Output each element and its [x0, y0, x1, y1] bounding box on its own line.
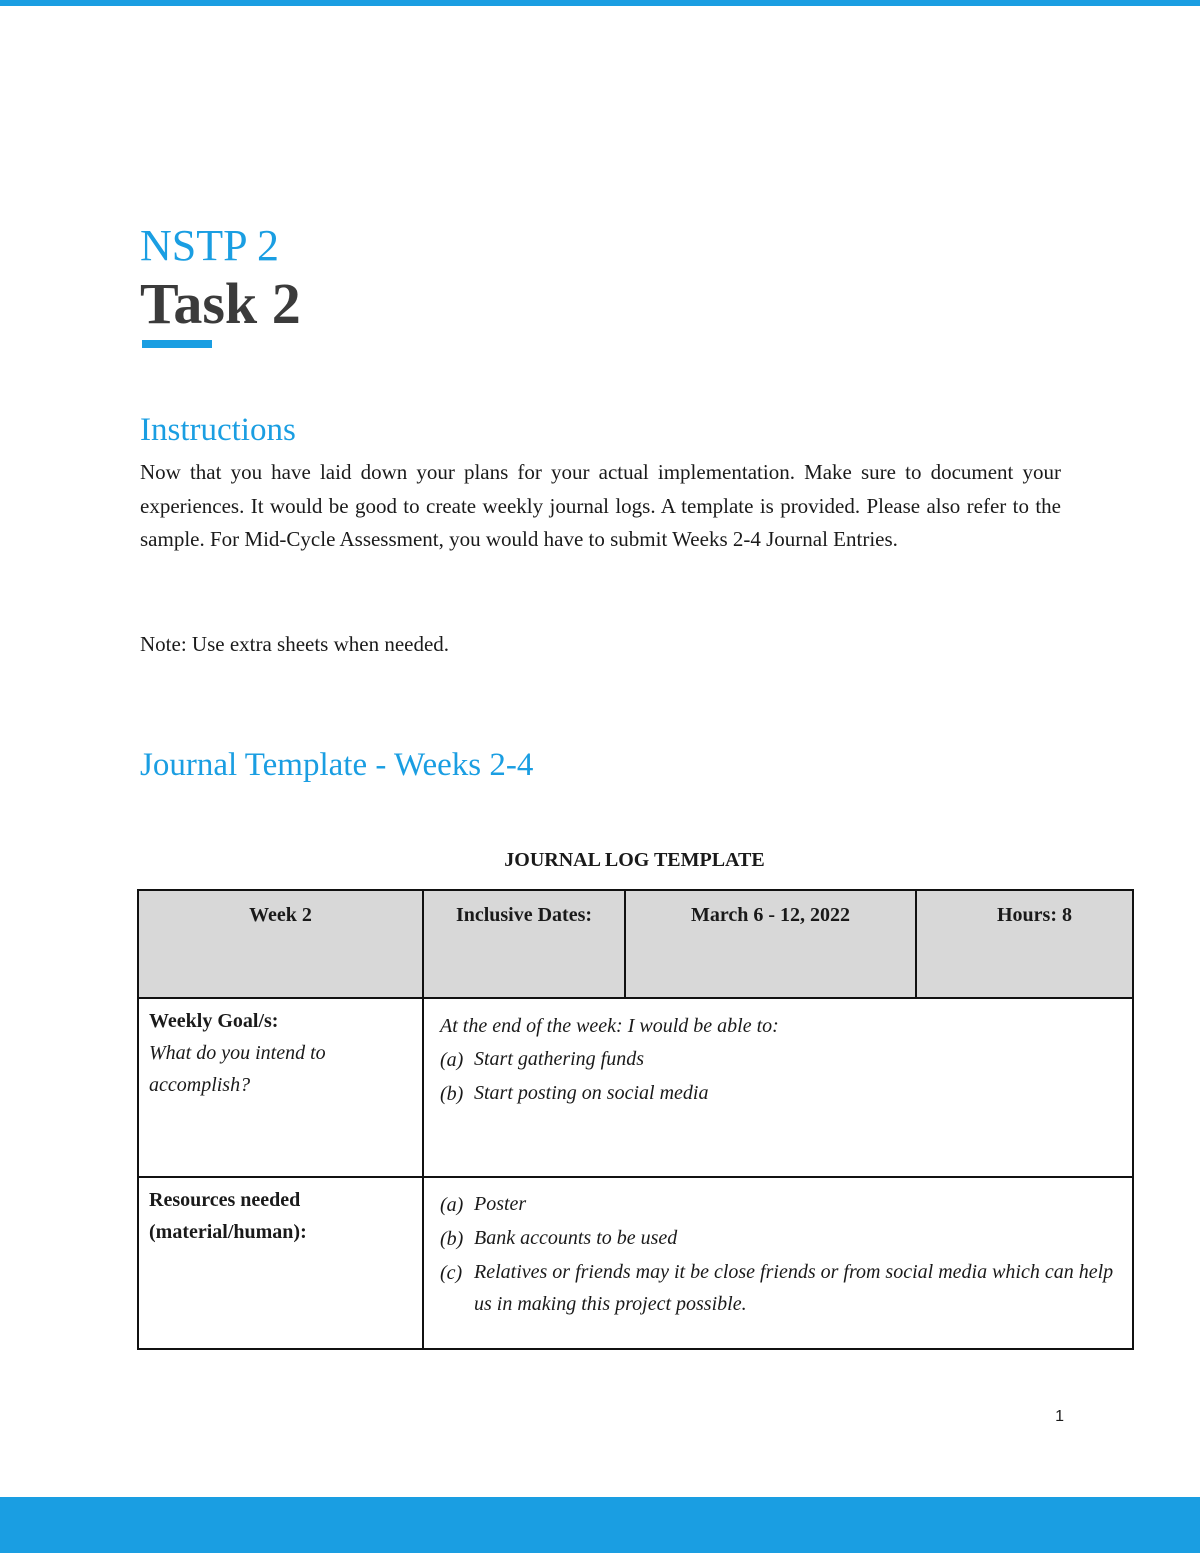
list-marker: (a)	[440, 1194, 464, 1216]
weekly-goal-row	[138, 998, 1133, 1177]
weekly-goal-content	[423, 998, 1133, 1177]
list-marker: (b)	[440, 1083, 464, 1105]
weekly-goal-list	[440, 1043, 1116, 1111]
journal-heading: Journal Template - Weeks 2-4	[140, 747, 534, 783]
list-item-text: Relatives or friends may it be close friends or from social media which can help us in making this project possible.	[474, 1261, 1114, 1315]
list-marker: (c)	[440, 1262, 463, 1284]
week-cell: Week 2	[138, 890, 423, 998]
list-item	[440, 1256, 1116, 1320]
resources-content	[423, 1177, 1133, 1349]
journal-table-title: JOURNAL LOG TEMPLATE	[504, 849, 765, 871]
weekly-goal-prompt: What do you intend to accomplish?	[149, 1042, 326, 1096]
weekly-goal-label: Weekly Goal/s:	[149, 1010, 279, 1032]
resources-row	[138, 1177, 1133, 1349]
list-marker: (b)	[440, 1228, 464, 1250]
resources-list	[440, 1188, 1116, 1320]
list-item-text: Poster	[474, 1193, 527, 1215]
list-item-text: Bank accounts to be used	[474, 1227, 678, 1249]
task-title: Task 2	[140, 271, 301, 336]
list-item-text: Start posting on social media	[474, 1082, 709, 1104]
journal-log-table	[137, 889, 1134, 1350]
page-number: 1	[1055, 1408, 1064, 1425]
instructions-heading: Instructions	[140, 412, 296, 448]
list-item	[440, 1077, 1116, 1111]
list-item-text: Start gathering funds	[474, 1048, 645, 1070]
inclusive-dates-value: March 6 - 12, 2022	[625, 890, 916, 998]
title-underline-bar	[142, 340, 212, 348]
weekly-goal-intro: At the end of the week: I would be able to:	[440, 1015, 779, 1037]
instructions-note: Note: Use extra sheets when needed.	[140, 632, 450, 656]
inclusive-dates-label: Inclusive Dates:	[423, 890, 625, 998]
list-item	[440, 1043, 1116, 1077]
hours-cell: Hours: 8	[916, 890, 1133, 998]
top-accent-rule	[0, 0, 1200, 6]
bottom-accent-band	[0, 1497, 1200, 1553]
list-item	[440, 1188, 1116, 1222]
instructions-body: Now that you have laid down your plans for your actual implementation. Make sure to document your experiences. It would be good to create weekly journal logs. A template is provided. Please also refer to the sample. For Mid-Cycle Assessment, you would have to submit Weeks 2-4 Journal Entries.	[140, 460, 1061, 551]
resources-label-cell	[138, 1177, 423, 1349]
list-item	[440, 1222, 1116, 1256]
table-header-row	[138, 890, 1133, 998]
weekly-goal-label-cell	[138, 998, 423, 1177]
resources-label: Resources needed (material/human):	[149, 1189, 307, 1243]
subject-title: NSTP 2	[140, 221, 279, 270]
list-marker: (a)	[440, 1049, 464, 1071]
